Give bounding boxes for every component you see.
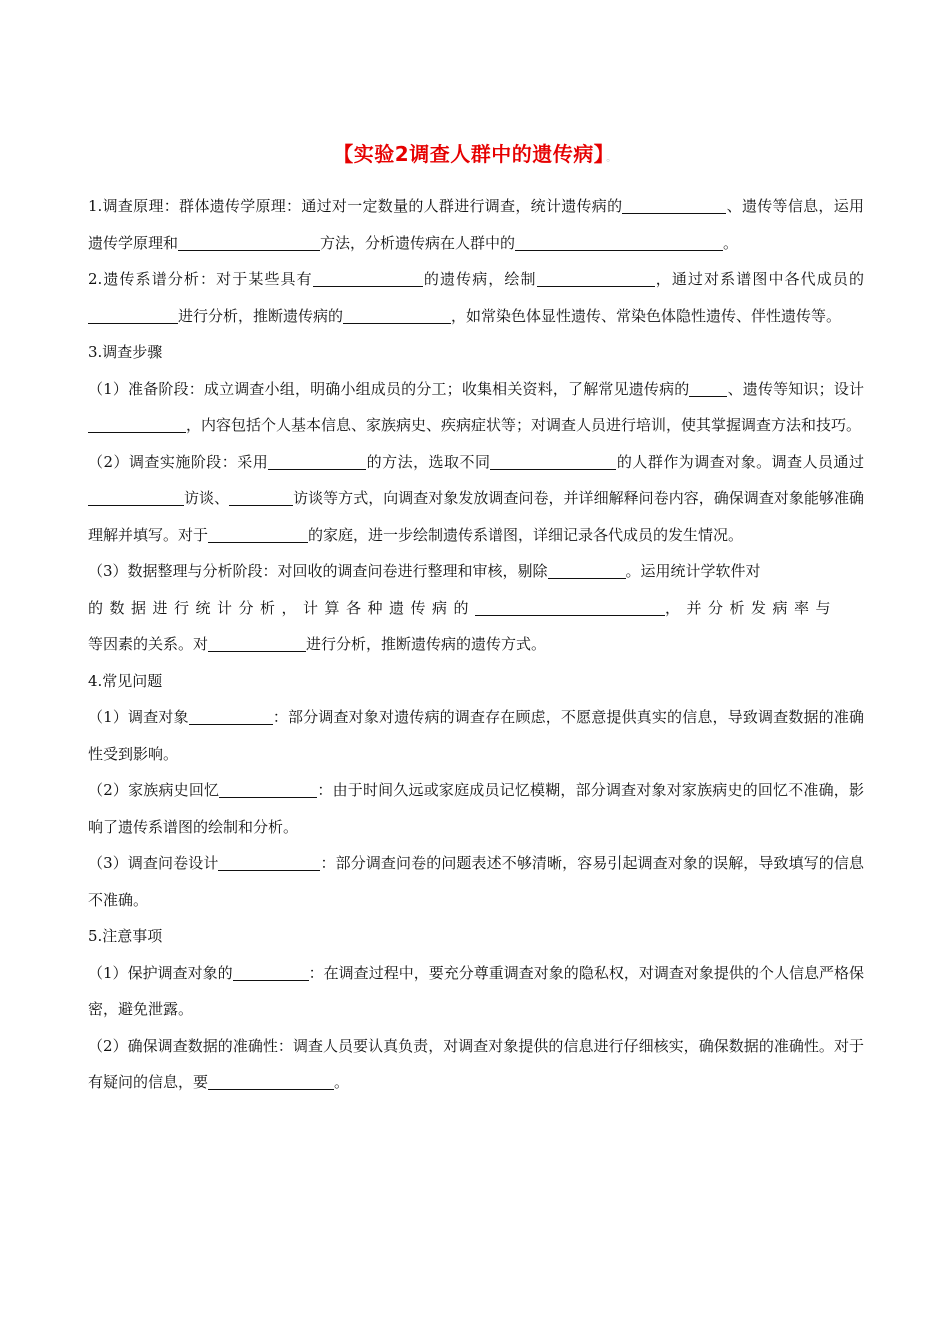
text-run: 访谈等方式，向调查对象发放调查问卷，并详细解释问卷内容，确保调查对象能够准确理解并填写。对于 — [88, 489, 864, 544]
fill-blank[interactable] — [88, 414, 186, 433]
text-run: ：部分调查对象对遗传病的调查存在顾虑，不愿意提供真实的信息，导致调查数据的准确性受到影响。 — [88, 708, 864, 763]
text-run: 进行分析，推断遗传病的遗传方式。 — [306, 635, 547, 653]
fill-blank[interactable] — [208, 1071, 334, 1090]
fill-blank[interactable] — [313, 268, 423, 287]
fill-blank[interactable] — [490, 451, 616, 470]
section-5-note-1 — [88, 955, 864, 1028]
fill-blank[interactable] — [219, 779, 317, 798]
section-4-problem-1 — [88, 699, 864, 772]
fill-blank[interactable] — [689, 378, 727, 397]
text-run: 1.调查原理：群体遗传学原理：通过对一定数量的人群进行调查，统计遗传病的 — [88, 197, 623, 215]
text-run: ，内容包括个人基本信息、家族病史、疾病症状等；对调查人员进行培训，使其掌握调查方法和技巧。 — [186, 416, 862, 434]
fill-blank[interactable] — [218, 852, 320, 871]
text-run: 访谈、 — [184, 489, 230, 507]
text-run: 。运用统计学软件对 — [625, 562, 761, 580]
fill-blank[interactable] — [622, 195, 726, 214]
text-run: ，并分析发病率与 — [665, 598, 838, 617]
fill-blank[interactable] — [515, 232, 723, 251]
fill-blank[interactable] — [189, 706, 273, 725]
text-run: ，如常染色体显性遗传、常染色体隐性遗传、伴性遗传等。 — [451, 306, 842, 325]
text-run: 方法，分析遗传病在人群中的 — [320, 233, 516, 252]
fill-blank[interactable] — [268, 451, 366, 470]
document-body — [88, 188, 864, 1101]
text-run: ，通过对系谱图中各代成员的 — [654, 270, 864, 288]
text-run: ：在调查过程中，要充分尊重调查对象的隐私权，对调查对象提供的个人信息严格保密，避免泄露。 — [88, 963, 864, 1018]
fill-blank[interactable] — [233, 962, 309, 981]
text-run: 进行分析，推断遗传病的 — [178, 306, 344, 325]
text-run: ：由于时间久远或家庭成员记忆模糊，部分调查对象对家族病史的回忆不准确，影响了遗传系谱图的绘制和分析。 — [88, 781, 864, 836]
text-run: 、遗传等知识；设计 — [727, 379, 864, 398]
section-4-heading: 4.常见问题 — [88, 671, 163, 690]
section-3-step-1 — [88, 371, 864, 444]
text-run: ：部分调查问卷的问题表述不够清晰，容易引起调查对象的误解，导致填写的信息不准确。 — [88, 854, 864, 909]
section-5-heading: 5.注意事项 — [88, 927, 163, 945]
text-run: 、遗传等信息，运用遗传学原理和 — [88, 197, 864, 252]
section-3-step-3 — [88, 553, 864, 663]
text-run: 的方法，选取不同 — [366, 452, 491, 471]
text-run: （3）调查问卷设计 — [88, 854, 219, 872]
text-run: （2）调查实施阶段：采用 — [88, 452, 269, 471]
text-run: （2）确保调查数据的准确性：调查人员要认真负责，对调查对象提供的信息进行仔细核实，确保数据的准确性。对于有疑问的信息，要 — [88, 1036, 864, 1091]
fill-blank[interactable] — [343, 305, 451, 324]
fill-blank[interactable] — [178, 232, 320, 251]
text-run: （1）调查对象 — [88, 708, 189, 726]
text-run: 的人群作为调查对象。调查人员通过 — [616, 452, 864, 471]
fill-blank[interactable] — [475, 597, 665, 616]
section-3-heading: 3.调查步骤 — [88, 343, 163, 361]
section-3-step-2 — [88, 444, 864, 554]
title-mark: 。 — [606, 153, 617, 164]
fill-blank[interactable] — [88, 487, 184, 506]
fill-blank[interactable] — [548, 560, 626, 579]
text-run: （2）家族病史回忆 — [88, 781, 220, 799]
fill-blank[interactable] — [537, 268, 655, 287]
fill-blank[interactable] — [88, 305, 178, 324]
document-title — [0, 138, 950, 167]
text-run: （1）准备阶段：成立调查小组，明确小组成员的分工；收集相关资料，了解常见遗传病的 — [88, 379, 690, 398]
fill-blank[interactable] — [229, 487, 293, 506]
text-run: 2.遗传系谱分析：对于某些具有 — [88, 270, 313, 288]
text-run: 等因素的关系。对 — [88, 635, 209, 653]
fill-blank[interactable] — [208, 524, 308, 543]
section-4-problem-3 — [88, 845, 864, 918]
text-run: 。 — [334, 1073, 350, 1091]
section-4-problem-2 — [88, 772, 864, 845]
text-run: 的家庭，进一步绘制遗传系谱图，详细记录各代成员的发生情况。 — [308, 525, 744, 544]
text-run: （3）数据整理与分析阶段：对回收的调查问卷进行整理和审核，剔除 — [88, 562, 548, 580]
text-run: 。 — [723, 233, 739, 252]
section-1-paragraph — [88, 188, 864, 261]
section-5-note-2 — [88, 1028, 864, 1101]
text-run: （1）保护调查对象的 — [88, 963, 233, 982]
text-run: 的遗传病，绘制 — [422, 270, 537, 288]
title-text: 【实验2调查人群中的遗传病】 — [333, 142, 605, 166]
section-2-paragraph — [88, 261, 864, 334]
fill-blank[interactable] — [208, 633, 306, 652]
text-run: 的数据进行统计分析，计算各种遗传病的 — [88, 598, 476, 617]
